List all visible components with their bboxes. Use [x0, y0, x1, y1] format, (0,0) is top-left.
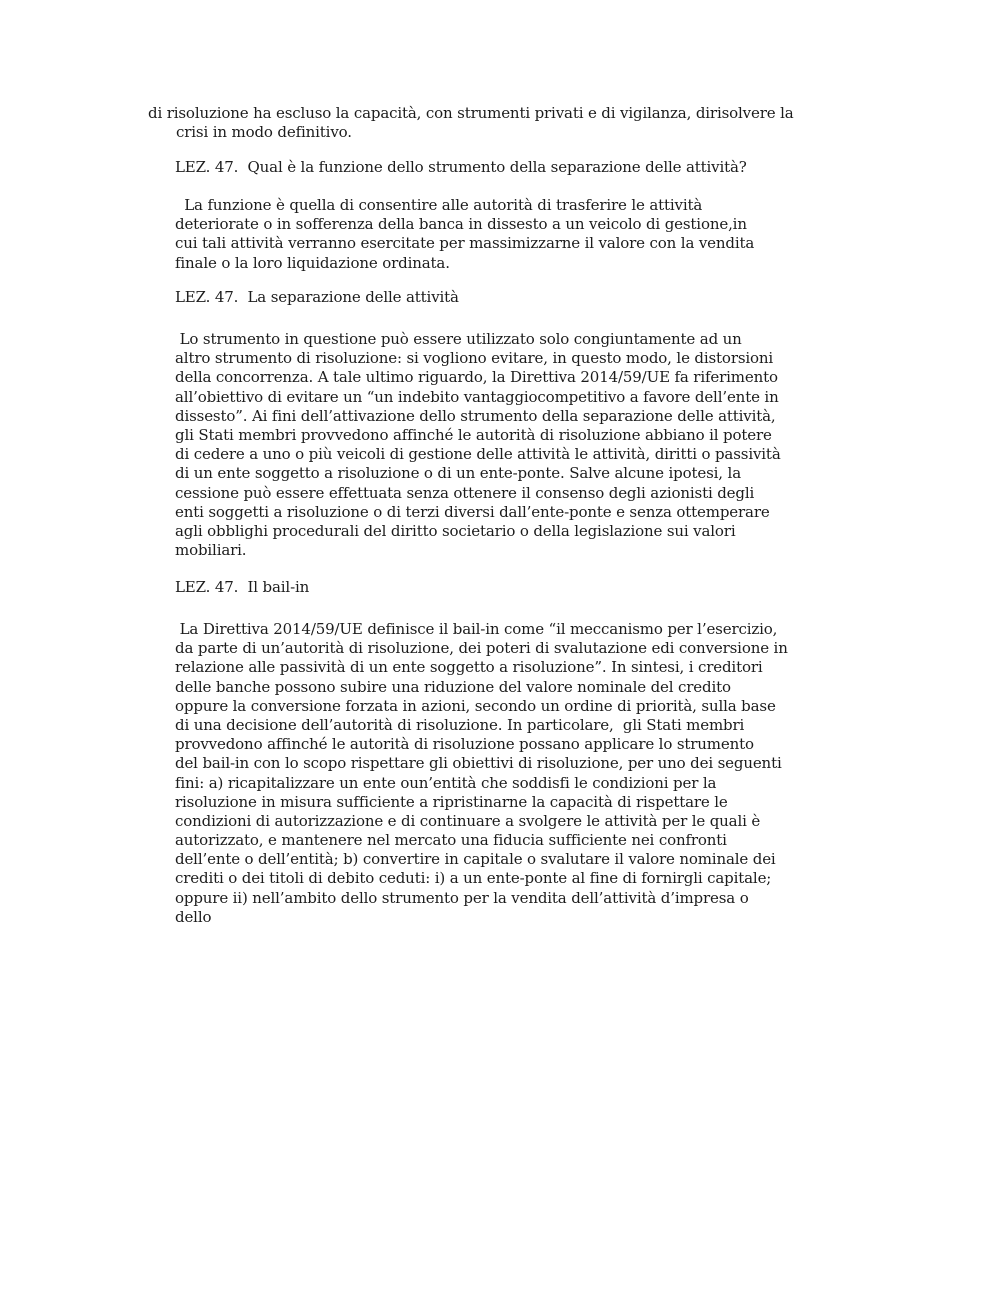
text-line: Lo strumento in questione può essere utilizzato solo congiuntamente ad un — [175, 330, 742, 348]
text-line: mobiliari. — [175, 541, 247, 560]
text-line: cessione può essere effettuata senza ottenere il consenso degli azionisti degli — [175, 483, 755, 502]
text-line: dissesto”. Ai fini dell’attivazione dello strumento della separazione delle attività, — [175, 406, 776, 425]
text-line: all’obiettivo di evitare un “un indebito vantaggiocompetitivo a favore dell’ente in — [175, 387, 779, 406]
text-line: La funzione è quella di consentire alle autorità di trasferire le attività — [175, 196, 703, 214]
section-heading-3 — [175, 578, 309, 597]
text-line: autorizzato, e mantenere nel mercato una fiducia sufficiente nei confronti — [175, 831, 727, 850]
text-line: oppure ii) nell’ambito dello strumento per la vendita dell’attività d’impresa o — [175, 888, 749, 907]
text-line: di cedere a uno o più veicoli di gestione delle attività le attività, diritti o passività — [175, 445, 781, 464]
text-line: enti soggetti a risoluzione o di terzi diversi dall’ente-ponte e senza ottemperare — [175, 502, 770, 521]
text-line: dell’ente o dell’entità; b) convertire in capitale o svalutare il valore nominale dei — [175, 850, 776, 869]
text-line: gli Stati membri provvedono affinché le autorità di risoluzione abbiano il potere — [175, 425, 772, 444]
text-line: di una decisione dell’autorità di risoluzione. In particolare, gli Stati membri — [175, 715, 745, 734]
text-line: da parte di un’autorità di risoluzione, dei poteri di svalutazione edi conversione in — [175, 639, 788, 658]
text-line: La Direttiva 2014/59/UE definisce il bail-in come “il meccanismo per l’esercizio, — [175, 620, 778, 638]
heading-text: LEZ. 47. La separazione delle attività — [175, 288, 459, 306]
text-line: crediti o dei titoli di debito ceduti: i) a un ente-ponte al fine di fornirgli capitale; — [175, 869, 772, 888]
heading-text: LEZ. 47. Qual è la funzione dello strumento della separazione delle attività? — [175, 158, 747, 176]
intro-paragraph — [148, 104, 794, 142]
text-line: agli obblighi procedurali del diritto societario o della legislazione sui valori — [175, 521, 736, 540]
text-line: di risoluzione ha escluso la capacità, con strumenti privati e di vigilanza, dirisolvere la — [148, 104, 794, 122]
heading-text: LEZ. 47. Il bail-in — [175, 578, 310, 596]
text-line: deteriorate o in sofferenza della banca in dissesto a un veicolo di gestione,in — [175, 215, 747, 234]
text-line: fini: a) ricapitalizzare un ente oun’entità che soddisfi le condizioni per la — [175, 773, 717, 792]
text-line: altro strumento di risoluzione: si vogliono evitare, in questo modo, le distorsioni — [175, 349, 774, 368]
text-line: delle banche possono subire una riduzione del valore nominale del credito — [175, 677, 731, 696]
text-line: risoluzione in misura sufficiente a ripristinarne la capacità di rispettare le — [175, 792, 728, 811]
text-line: provvedono affinché le autorità di risoluzione possano applicare lo strumento — [175, 735, 754, 754]
section-paragraph-2 — [175, 330, 781, 560]
section-heading-1 — [175, 158, 747, 177]
text-line: oppure la conversione forzata in azioni, secondo un ordine di priorità, sulla base — [175, 696, 776, 715]
text-line: crisi in modo definitivo. — [176, 123, 352, 142]
section-paragraph-3 — [175, 620, 788, 927]
section-heading-2 — [175, 288, 459, 307]
text-line: condizioni di autorizzazione e di continuare a svolgere le attività per le quali è — [175, 811, 761, 830]
text-line: finale o la loro liquidazione ordinata. — [175, 253, 450, 272]
text-line: cui tali attività verranno esercitate per massimizzarne il valore con la vendita — [175, 234, 755, 253]
section-paragraph-1 — [175, 196, 754, 273]
text-line: di un ente soggetto a risoluzione o di un ente-ponte. Salve alcune ipotesi, la — [175, 464, 741, 483]
text-line: del bail-in con lo scopo rispettare gli obiettivi di risoluzione, per uno dei seguenti — [175, 754, 782, 773]
text-line: della concorrenza. A tale ultimo riguardo, la Direttiva 2014/59/UE fa riferimento — [175, 368, 778, 387]
text-line: dello — [175, 907, 212, 926]
text-line: relazione alle passività di un ente soggetto a risoluzione”. In sintesi, i creditori — [175, 658, 763, 677]
